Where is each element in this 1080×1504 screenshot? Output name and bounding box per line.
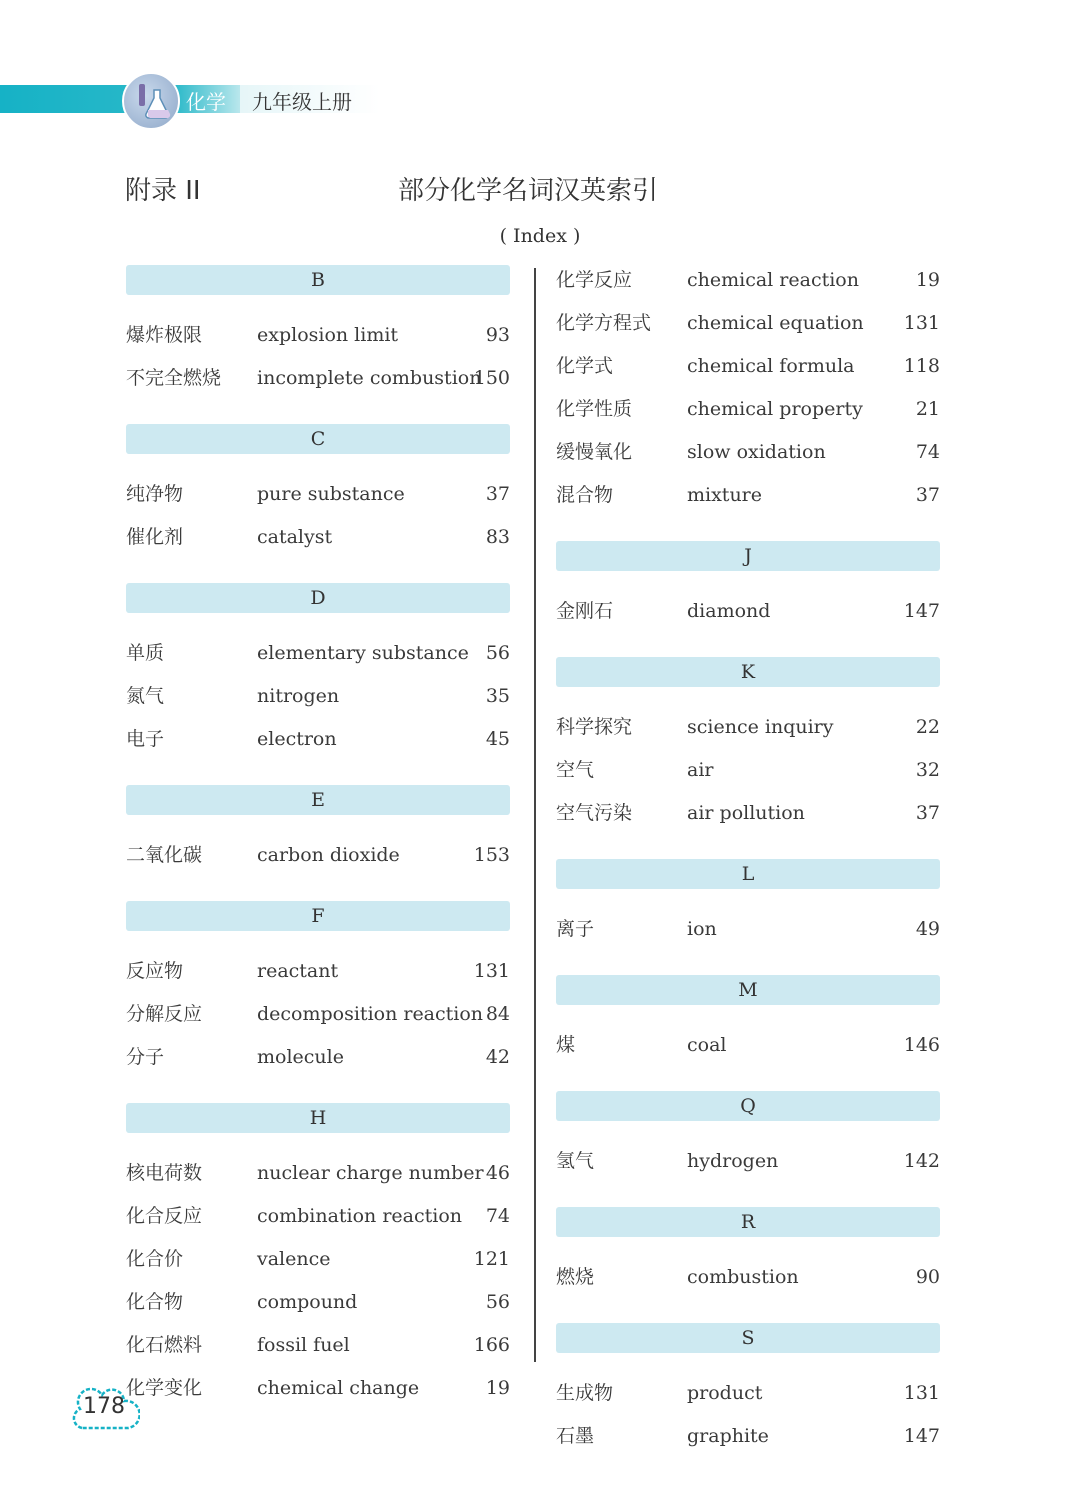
header-grade: 九年级上册 (252, 90, 352, 114)
page-ref: 19 (915, 269, 940, 291)
english-term: diamond (687, 600, 771, 622)
section-header-l: L (556, 859, 940, 889)
index-entry (126, 681, 510, 711)
english-term: elementary substance (257, 642, 469, 664)
chinese-term: 混合物 (556, 484, 614, 506)
index-entry (126, 638, 510, 668)
index-entry (556, 1421, 940, 1451)
section-header-q: Q (556, 1091, 940, 1121)
page-ref: 45 (485, 728, 510, 750)
index-entry (556, 914, 940, 944)
chinese-term: 反应物 (126, 960, 184, 982)
index-entry (556, 1378, 940, 1408)
page-ref: 56 (485, 642, 510, 664)
index-entry (556, 265, 940, 295)
english-term: nuclear charge number (257, 1162, 484, 1184)
english-term: electron (257, 728, 337, 750)
section-header-r: R (556, 1207, 940, 1237)
header-subject: 化学 (186, 90, 226, 114)
page-ref: 93 (485, 324, 510, 346)
index-entry (556, 308, 940, 338)
chinese-term: 科学探究 (556, 716, 633, 738)
index-entry (126, 1042, 510, 1072)
english-term: combination reaction (257, 1205, 463, 1227)
index-entry (556, 394, 940, 424)
index-entry (126, 1158, 510, 1188)
page-ref: 147 (903, 1425, 940, 1447)
chinese-term: 石墨 (556, 1425, 595, 1447)
section-header-c: C (126, 424, 510, 454)
index-entry (126, 363, 510, 393)
chinese-term: 化合反应 (126, 1205, 203, 1227)
page-ref: 83 (485, 526, 510, 548)
chinese-term: 单质 (126, 642, 165, 664)
chinese-term: 二氧化碳 (126, 844, 203, 866)
english-term: chemical change (257, 1377, 420, 1399)
index-entry (556, 480, 940, 510)
index-entry (556, 1146, 940, 1176)
page-ref: 19 (485, 1377, 510, 1399)
english-term: ion (687, 918, 717, 940)
chemistry-flask-icon (122, 72, 180, 130)
page-number: 178 (83, 1394, 125, 1419)
page-ref: 37 (915, 484, 940, 506)
chinese-term: 生成物 (556, 1382, 614, 1404)
chinese-term: 化合物 (126, 1291, 184, 1313)
chinese-term: 离子 (556, 918, 595, 940)
english-term: coal (687, 1034, 727, 1056)
english-term: molecule (257, 1046, 344, 1068)
english-term: chemical equation (687, 312, 864, 334)
english-term: nitrogen (257, 685, 340, 707)
index-entry (126, 956, 510, 986)
page-ref: 32 (915, 759, 940, 781)
chinese-term: 化学反应 (556, 269, 633, 291)
index-entry (126, 1373, 510, 1403)
index-entry (126, 1287, 510, 1317)
english-term: compound (257, 1291, 358, 1313)
index-entry (126, 479, 510, 509)
index-entry (126, 1244, 510, 1274)
section-header-h: H (126, 1103, 510, 1133)
page-ref: 131 (903, 312, 940, 334)
index-entry (126, 320, 510, 350)
chinese-term: 爆炸极限 (126, 324, 203, 346)
chinese-term: 化学式 (556, 355, 614, 377)
section-header-e: E (126, 785, 510, 815)
page-ref: 147 (903, 600, 940, 622)
english-term: fossil fuel (257, 1334, 350, 1356)
chinese-term: 缓慢氧化 (556, 441, 633, 463)
english-term: graphite (687, 1425, 769, 1447)
page-title: 部分化学名词汉英索引 (398, 176, 659, 206)
index-entry (556, 712, 940, 742)
english-term: explosion limit (257, 324, 399, 346)
index-entry (556, 437, 940, 467)
page-ref: 49 (915, 918, 940, 940)
index-entry (126, 522, 510, 552)
english-term: chemical reaction (687, 269, 859, 291)
chinese-term: 化石燃料 (126, 1334, 203, 1356)
chinese-term: 金刚石 (556, 600, 614, 622)
chinese-term: 分解反应 (126, 1003, 203, 1025)
index-entry (556, 798, 940, 828)
chinese-term: 燃烧 (556, 1266, 595, 1288)
chinese-term: 电子 (126, 728, 165, 750)
page-ref: 84 (485, 1003, 510, 1025)
page-ref: 46 (485, 1162, 510, 1184)
page-ref: 131 (903, 1382, 940, 1404)
english-term: air (687, 759, 714, 781)
page-subtitle: ( Index ) (499, 225, 581, 247)
index-entry (126, 999, 510, 1029)
page-ref: 146 (903, 1034, 940, 1056)
english-term: catalyst (257, 526, 333, 548)
page-ref: 166 (473, 1334, 510, 1356)
page-ref: 90 (915, 1266, 940, 1288)
index-entry (126, 1201, 510, 1231)
section-header-m: M (556, 975, 940, 1005)
page-ref: 121 (473, 1248, 510, 1270)
english-term: valence (257, 1248, 331, 1270)
page-ref: 150 (473, 367, 510, 389)
chinese-term: 化学方程式 (556, 312, 652, 334)
index-entry (556, 1030, 940, 1060)
english-term: air pollution (687, 802, 805, 824)
appendix-label: 附录 II (125, 176, 201, 206)
english-term: chemical property (687, 398, 863, 420)
chinese-term: 空气污染 (556, 802, 633, 824)
english-term: incomplete combustion (257, 367, 482, 389)
english-term: carbon dioxide (257, 844, 400, 866)
index-entry (126, 724, 510, 754)
chinese-term: 化学变化 (126, 1377, 203, 1399)
chinese-term: 不完全燃烧 (126, 367, 222, 389)
page-number-badge (68, 1384, 140, 1432)
index-entry (556, 596, 940, 626)
chinese-term: 氮气 (126, 685, 165, 707)
chinese-term: 化合价 (126, 1248, 184, 1270)
index-entry (556, 1262, 940, 1292)
index-entry (126, 840, 510, 870)
page-ref: 37 (485, 483, 510, 505)
english-term: decomposition reaction (257, 1003, 484, 1025)
section-header-s: S (556, 1323, 940, 1353)
section-header-j: J (556, 541, 940, 571)
page-ref: 118 (903, 355, 940, 377)
page-ref: 153 (473, 844, 510, 866)
index-entry (126, 1330, 510, 1360)
english-term: combustion (687, 1266, 799, 1288)
section-header-f: F (126, 901, 510, 931)
page-ref: 56 (485, 1291, 510, 1313)
english-term: science inquiry (687, 716, 834, 738)
english-term: chemical formula (687, 355, 855, 377)
section-header-k: K (556, 657, 940, 687)
page-ref: 21 (915, 398, 940, 420)
index-entry (556, 755, 940, 785)
english-term: slow oxidation (687, 441, 826, 463)
english-term: hydrogen (687, 1150, 779, 1172)
page-ref: 131 (473, 960, 510, 982)
english-term: reactant (257, 960, 339, 982)
page-ref: 42 (485, 1046, 510, 1068)
chinese-term: 化学性质 (556, 398, 633, 420)
chinese-term: 空气 (556, 759, 595, 781)
chinese-term: 氢气 (556, 1150, 595, 1172)
chinese-term: 煤 (556, 1034, 576, 1056)
english-term: mixture (687, 484, 763, 506)
page-ref: 35 (485, 685, 510, 707)
chinese-term: 核电荷数 (126, 1162, 203, 1184)
english-term: pure substance (257, 483, 405, 505)
page-ref: 74 (485, 1205, 510, 1227)
column-divider (534, 268, 536, 1362)
chinese-term: 分子 (126, 1046, 165, 1068)
chinese-term: 纯净物 (126, 483, 184, 505)
index-entry (556, 351, 940, 381)
page-ref: 142 (903, 1150, 940, 1172)
page-ref: 22 (915, 716, 940, 738)
page-ref: 74 (915, 441, 940, 463)
english-term: product (687, 1382, 763, 1404)
chinese-term: 催化剂 (126, 526, 184, 548)
section-header-d: D (126, 583, 510, 613)
section-header-b: B (126, 265, 510, 295)
page-ref: 37 (915, 802, 940, 824)
